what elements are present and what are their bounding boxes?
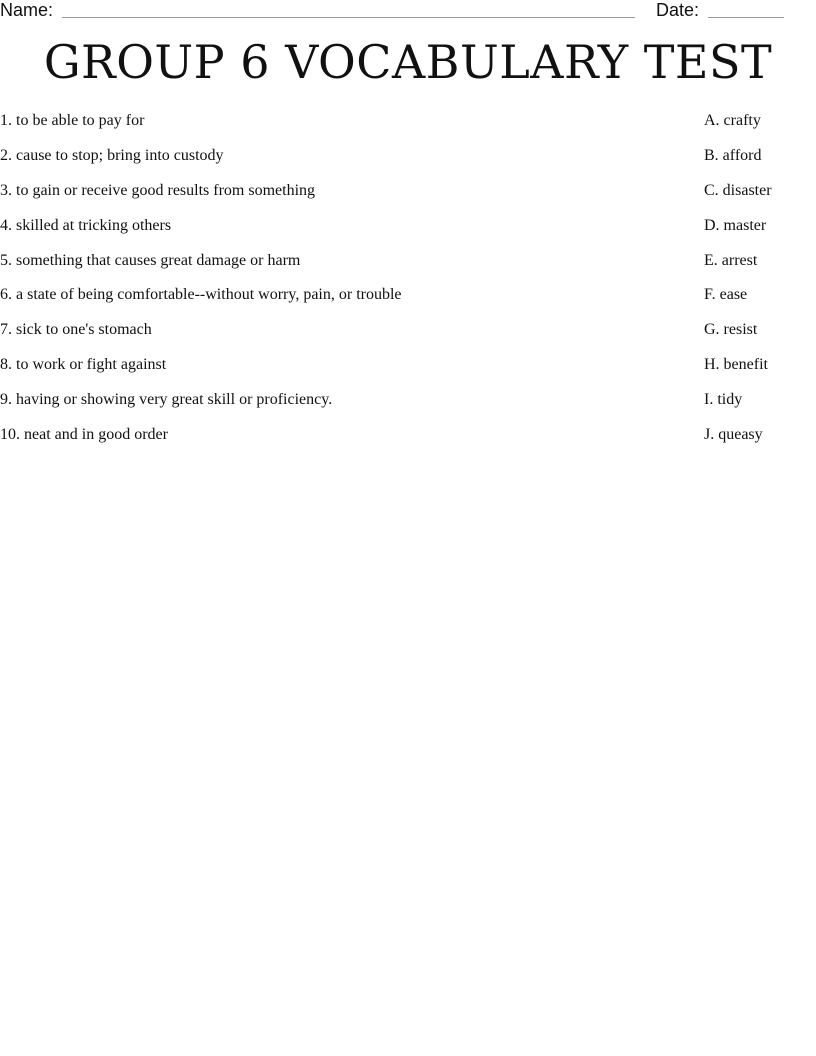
answer-choice: E. arrest <box>704 251 758 269</box>
list-item <box>0 424 816 459</box>
answer-choice: A. crafty <box>704 112 761 129</box>
answer-choice: C. disaster <box>704 181 772 199</box>
list-item <box>0 284 816 319</box>
definition-text: 5. something that causes great damage or harm <box>0 251 301 269</box>
definition-text: 8. to work or fight against <box>0 356 167 374</box>
answer-choice: I. tidy <box>704 391 743 409</box>
name-field-line[interactable] <box>62 17 635 18</box>
definition-text: 3. to gain or receive good results from something <box>0 181 316 199</box>
list-item <box>0 354 816 389</box>
header-row <box>0 0 816 22</box>
list-item <box>0 319 816 354</box>
answer-choice: B. afford <box>704 146 762 164</box>
definition-text: 2. cause to stop; bring into custody <box>0 146 224 164</box>
list-item <box>0 389 816 424</box>
name-label: Name: <box>0 0 54 20</box>
list-item <box>0 180 816 215</box>
answer-choice: H. benefit <box>704 356 768 374</box>
list-item <box>0 215 816 250</box>
definition-text: 10. neat and in good order <box>0 426 168 444</box>
answer-choice: J. queasy <box>704 426 763 444</box>
definition-text: 4. skilled at tricking others <box>0 216 172 234</box>
definition-text: 1. to be able to pay for <box>0 112 145 129</box>
list-item <box>0 110 816 145</box>
definition-text: 7. sick to one's stomach <box>0 321 152 339</box>
list-item <box>0 145 816 180</box>
date-field-line[interactable] <box>708 17 784 18</box>
date-label: Date: <box>656 0 700 20</box>
definition-text: 6. a state of being comfortable--without worry, pain, or trouble <box>0 286 402 304</box>
page-title: GROUP 6 VOCABULARY TEST <box>43 35 773 89</box>
answer-choice: G. resist <box>704 321 758 339</box>
answer-choice: D. master <box>704 216 767 234</box>
answer-choice: F. ease <box>704 286 748 304</box>
vocabulary-list <box>0 110 816 459</box>
definition-text: 9. having or showing very great skill or proficiency. <box>0 391 333 409</box>
list-item <box>0 250 816 285</box>
